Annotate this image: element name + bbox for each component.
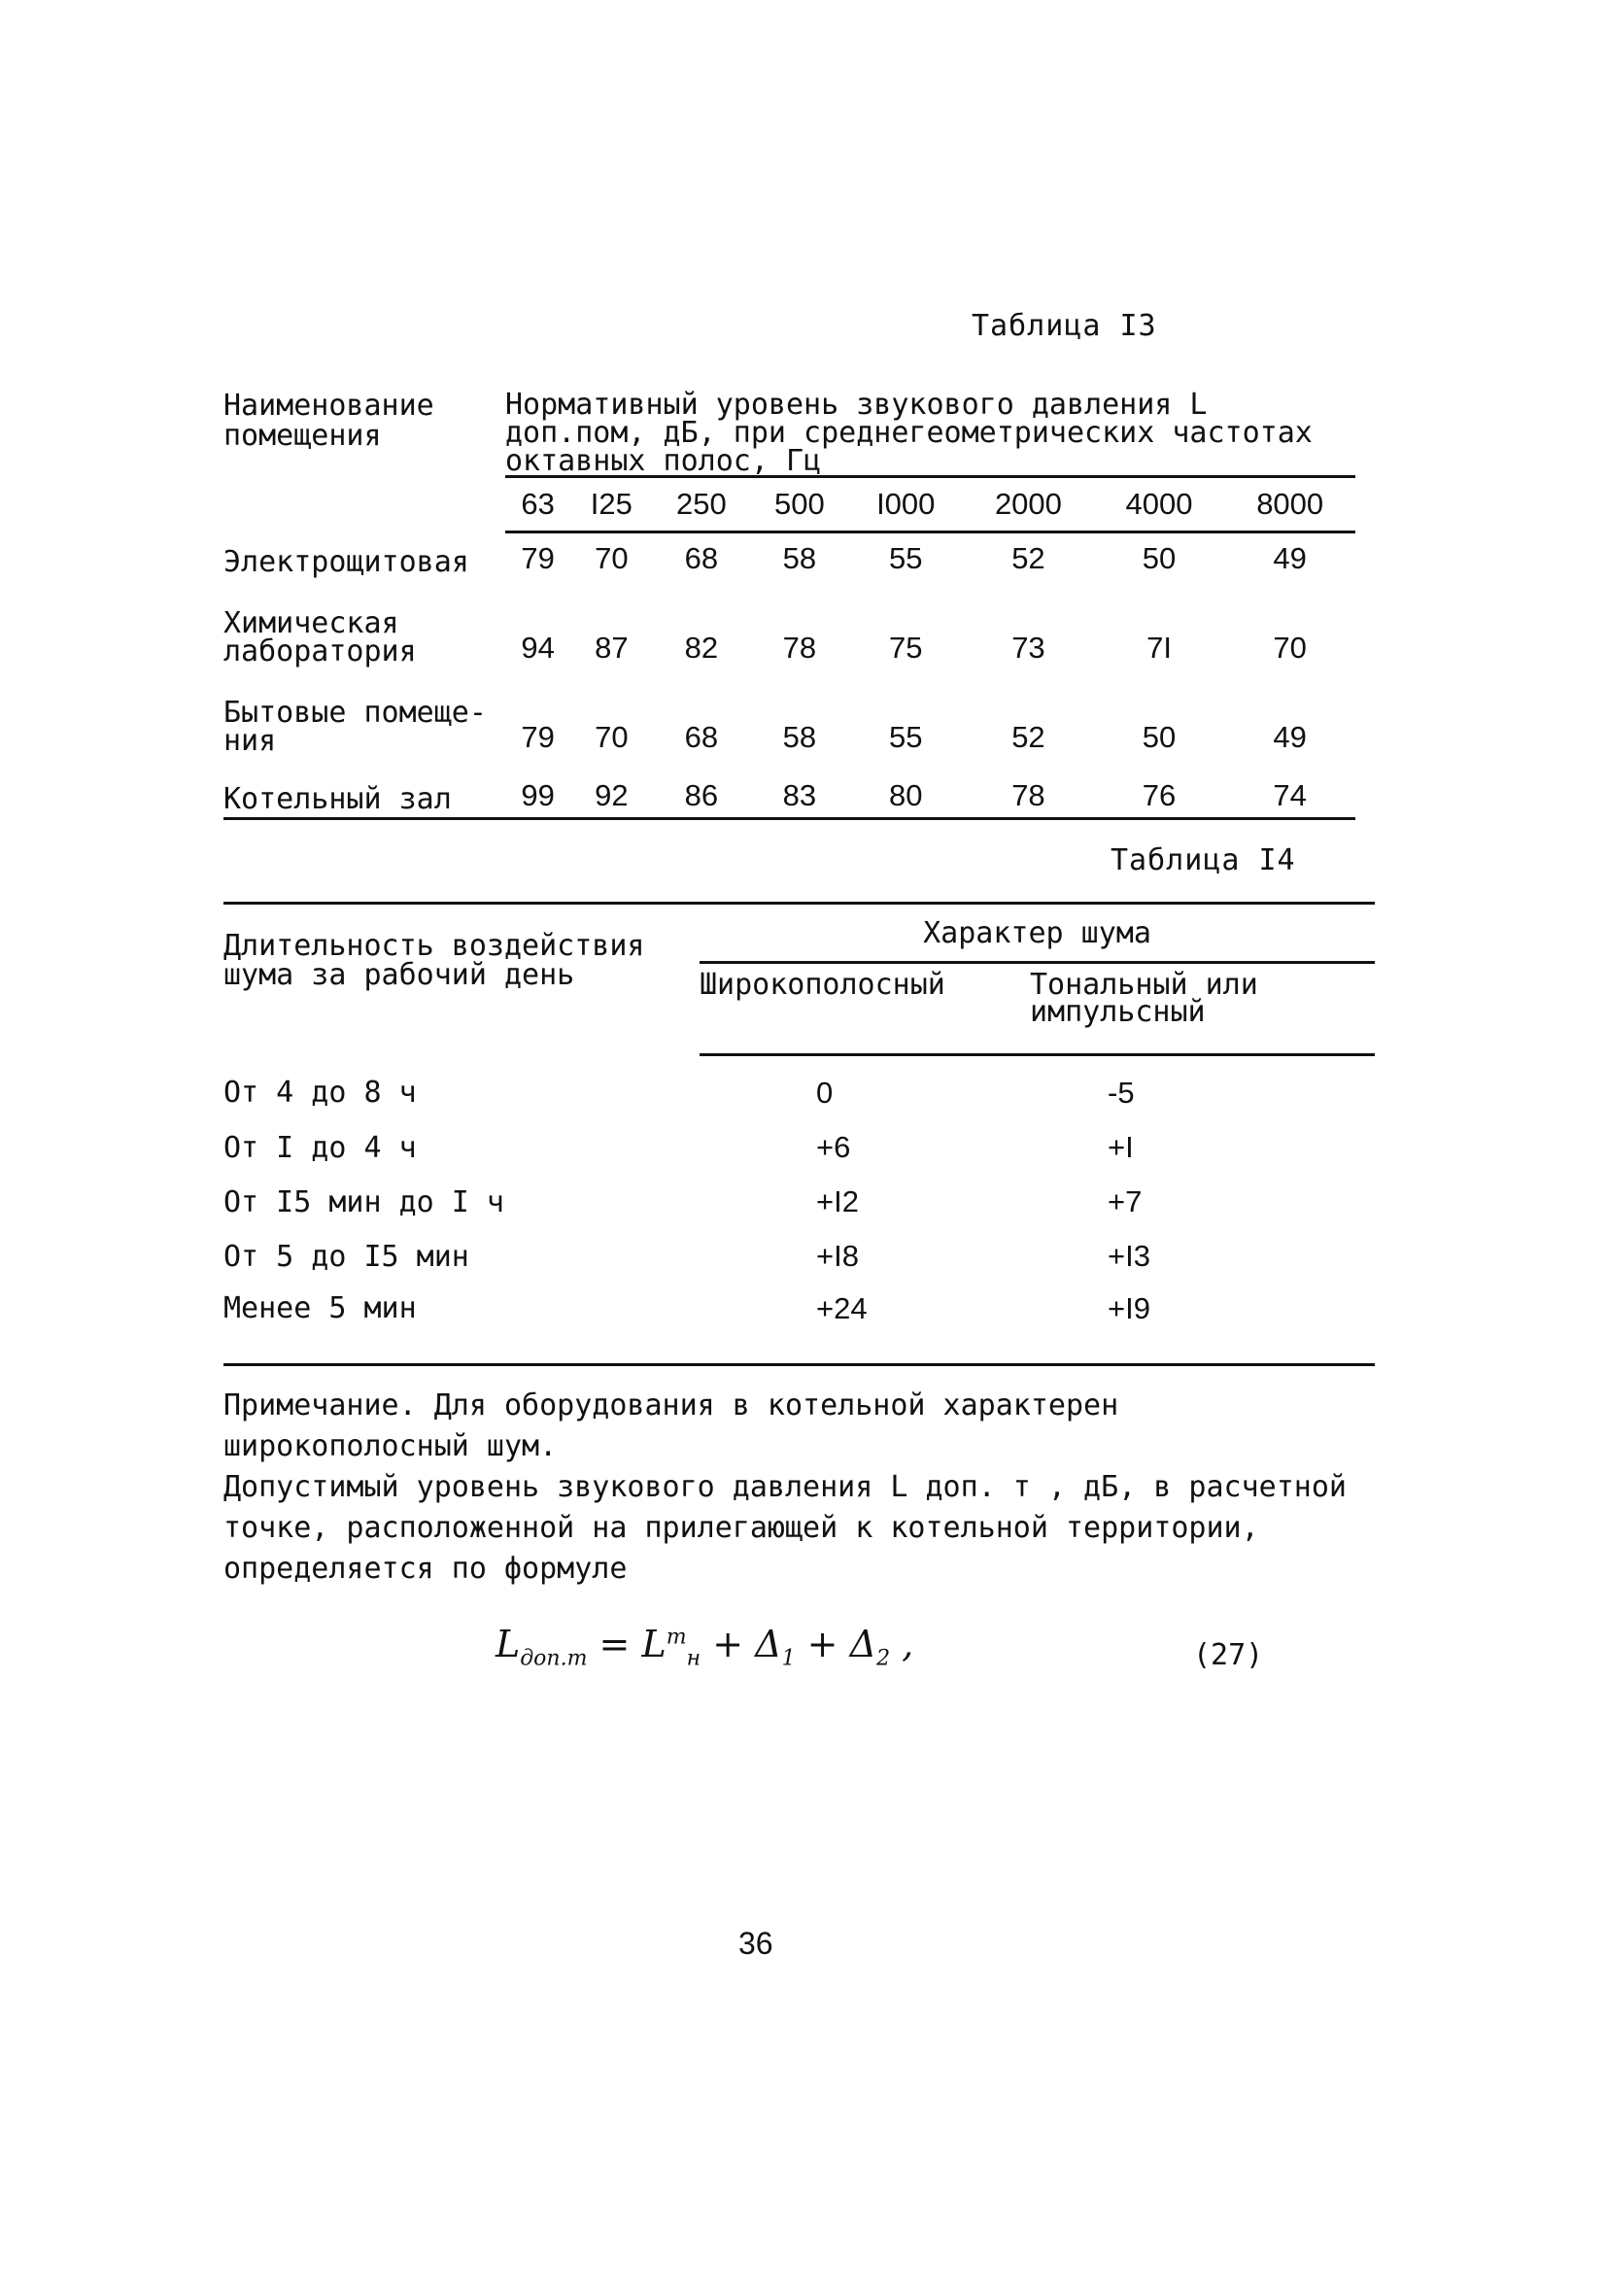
t13-cell: 79 xyxy=(521,720,555,754)
t14-duration: От 5 до I5 мин xyxy=(223,1239,469,1274)
t13-freq: 8000 xyxy=(1224,477,1355,532)
t13-header-name: Наименование помещения xyxy=(223,389,434,453)
t13-cell: 92 xyxy=(570,759,652,819)
t13-cell: 70 xyxy=(595,720,629,754)
t13-cell: 52 xyxy=(1011,720,1045,754)
t13-row xyxy=(223,759,1355,819)
t13-freq: 4000 xyxy=(1094,477,1225,532)
formula-term2: Δ xyxy=(755,1623,782,1665)
table13-caption: Таблица I3 xyxy=(972,309,1157,343)
formula-term2-sub: 1 xyxy=(781,1646,796,1671)
t13-cell: 83 xyxy=(750,759,848,819)
t13-freq: 250 xyxy=(652,477,750,532)
formula-plus: + xyxy=(806,1623,838,1665)
t13-cell: 49 xyxy=(1273,720,1307,754)
table13 xyxy=(223,381,1355,820)
t13-cell: 76 xyxy=(1094,759,1225,819)
t13-cell: 78 xyxy=(963,759,1094,819)
t13-cell: 49 xyxy=(1273,541,1307,575)
t14-header-tonal: Тональный или импульсный xyxy=(1030,963,1375,1055)
t13-freq: I000 xyxy=(848,477,963,532)
t14-broadband-value: 0 xyxy=(816,1076,834,1110)
t14-row xyxy=(223,1175,1375,1229)
t13-cell: 70 xyxy=(1273,631,1307,665)
formula-lhs: L xyxy=(496,1623,521,1665)
t13-cell: 55 xyxy=(889,541,923,575)
t14-header-character: Характер шума xyxy=(700,904,1375,963)
t13-cell: 50 xyxy=(1142,720,1177,754)
equation-number: (27) xyxy=(1193,1638,1264,1672)
t13-row xyxy=(223,669,1355,759)
table14-caption: Таблица I4 xyxy=(1111,843,1296,877)
t13-cell: 55 xyxy=(889,720,923,754)
formula-27 xyxy=(496,1623,913,1671)
t14-duration: От I5 мин до I ч xyxy=(223,1184,504,1219)
t13-cell: 68 xyxy=(684,541,719,575)
t13-room-name: Бытовые помеще-ния xyxy=(223,696,487,758)
formula-eq: = xyxy=(598,1623,631,1665)
t13-cell: 75 xyxy=(889,631,923,665)
formula-term3: Δ xyxy=(849,1623,877,1665)
t13-cell: 80 xyxy=(848,759,963,819)
t13-row xyxy=(223,532,1355,581)
table14 xyxy=(223,902,1375,1366)
t14-duration: Менее 5 мин xyxy=(223,1284,700,1365)
t13-row xyxy=(223,580,1355,669)
t14-broadband-value: +I2 xyxy=(816,1184,859,1218)
formula-term1: L xyxy=(641,1623,667,1665)
t13-cell: 86 xyxy=(652,759,750,819)
t13-freq: 2000 xyxy=(963,477,1094,532)
t14-header-duration: Длительность воздействия шума за рабочий день xyxy=(223,904,700,1055)
t13-freq: 63 xyxy=(505,477,570,532)
t13-cell: 73 xyxy=(1011,631,1045,665)
page-number: 36 xyxy=(738,1926,773,1961)
t14-tonal-value: +I xyxy=(1108,1130,1134,1164)
t14-tonal-value: -5 xyxy=(1108,1076,1135,1110)
t14-tonal-value: +I3 xyxy=(1108,1239,1150,1273)
t14-broadband-value: +24 xyxy=(700,1284,1030,1365)
t13-cell: 58 xyxy=(782,720,817,754)
formula-lhs-sub: доп.т xyxy=(520,1646,588,1671)
t13-cell: 7I xyxy=(1146,631,1172,665)
t14-duration: От I до 4 ч xyxy=(223,1130,417,1165)
t13-room-name: Химическая лаборатория xyxy=(223,606,417,668)
body-paragraph: Допустимый уровень звукового давления L доп. т , дБ, в расчетной точке, расположенной на прилегающей к котельной территории, определяется по формуле xyxy=(223,1470,1347,1586)
t13-cell: 78 xyxy=(782,631,817,665)
t13-freq: I25 xyxy=(570,477,652,532)
t14-row xyxy=(223,1120,1375,1175)
t13-header-level: Нормативный уровень звукового давления L доп.пом, дБ, при среднегеометрических частотах октавных полос, Гц xyxy=(505,388,1313,478)
t13-cell: 94 xyxy=(521,631,555,665)
t14-row xyxy=(223,1229,1375,1284)
t13-cell: 52 xyxy=(1011,541,1045,575)
t14-broadband-value: +I8 xyxy=(816,1239,859,1273)
t14-tonal-value: +I9 xyxy=(1030,1284,1375,1365)
t13-cell: 87 xyxy=(595,631,629,665)
t13-cell: 50 xyxy=(1142,541,1177,575)
t14-row xyxy=(223,1284,1375,1365)
t13-cell: 79 xyxy=(521,541,555,575)
t13-cell: 74 xyxy=(1224,759,1355,819)
t13-freq: 500 xyxy=(750,477,848,532)
t14-duration: От 4 до 8 ч xyxy=(223,1075,417,1110)
t13-room-name: Котельный зал xyxy=(223,759,505,819)
t14-broadband-value: +6 xyxy=(816,1130,851,1164)
t14-row xyxy=(223,1055,1375,1121)
t13-cell: 99 xyxy=(505,759,570,819)
t13-cell: 68 xyxy=(684,720,719,754)
t13-cell: 82 xyxy=(684,631,719,665)
note-paragraph: Примечание. Для оборудования в котельной характерен широкополосный шум. xyxy=(223,1388,1119,1463)
t13-room-name: Электрощитовая xyxy=(223,545,469,579)
formula-term1-sup: т xyxy=(666,1625,687,1650)
formula-plus: + xyxy=(712,1623,744,1665)
formula-term1-sub: н xyxy=(686,1646,701,1671)
t13-cell: 58 xyxy=(782,541,817,575)
t14-header-broadband: Широкополосный xyxy=(700,963,1030,1055)
formula-tail: , xyxy=(890,1623,914,1665)
formula-term3-sub: 2 xyxy=(876,1646,891,1671)
t14-tonal-value: +7 xyxy=(1108,1184,1143,1218)
t13-cell: 70 xyxy=(595,541,629,575)
